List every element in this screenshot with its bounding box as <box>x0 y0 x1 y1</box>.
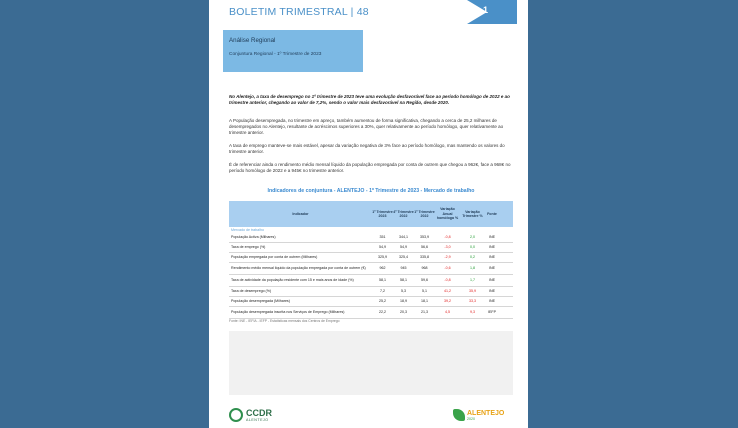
cell-b: 325,4 <box>399 255 408 260</box>
table-row <box>229 307 513 319</box>
indicators-table <box>229 201 513 319</box>
alentejo-leaf-icon <box>453 409 465 421</box>
cell-label: Rendimento médio mensal líquido da população empregada por conta de outrem (€) <box>231 266 366 271</box>
cell-d: -3,0 <box>444 245 451 250</box>
ccdr-logo-sub: ALENTEJO <box>246 417 269 422</box>
cell-label: População empregada por conta de outrem (Milhares) <box>231 255 318 260</box>
cell-b: 58,1 <box>400 278 407 283</box>
cell-label: População desempregada (Milhares) <box>231 299 290 304</box>
cell-b: 5,3 <box>401 289 406 294</box>
cell-b: 54,9 <box>400 245 407 250</box>
bulletin-title: BOLETIM TRIMESTRAL | 48 <box>229 6 369 18</box>
cell-b: 344,1 <box>399 235 408 240</box>
cell-c: 5,1 <box>422 289 427 294</box>
cell-label: Taxa de actividade da população residente com 15 e mais anos de idade (%) <box>231 278 354 283</box>
header-var-anual: Variação Anual homóloga % <box>436 207 459 221</box>
table-row <box>229 297 513 307</box>
cell-a: 58,1 <box>379 278 386 283</box>
cell-f: IEFP <box>488 310 496 315</box>
cell-a: 351 <box>379 235 386 240</box>
table-row <box>229 263 513 275</box>
cell-a: 962 <box>379 266 386 271</box>
ccdr-logo <box>229 408 272 422</box>
cell-a: 7,2 <box>380 289 385 294</box>
header-q4-2022: 4º Trimestre 2022 <box>393 209 414 218</box>
cell-d: -0,8 <box>444 235 451 240</box>
table-header <box>229 201 513 227</box>
cell-d: -0,8 <box>444 278 451 283</box>
cell-d: -2,9 <box>444 255 451 260</box>
cell-f: INE <box>489 299 495 304</box>
paragraph-2: A taxa de emprego manteve-se mais estável, apesar da variação negativa de 3% face ao período homólogo, mas mantendo os valores do trimestre anterior. <box>229 143 505 154</box>
cell-a: 25,2 <box>379 299 386 304</box>
table-row <box>229 233 513 243</box>
cell-b: 945 <box>400 266 407 271</box>
cell-c: 335,8 <box>420 255 429 260</box>
alentejo-logo <box>453 409 504 421</box>
cell-c: 968 <box>421 266 428 271</box>
document-page <box>209 0 528 428</box>
table-row <box>229 243 513 253</box>
header-q1-2023: 1º Trimestre 2023 <box>372 209 393 218</box>
cell-f: INE <box>489 266 495 271</box>
alentejo-logo-name: ALENTEJO <box>467 409 505 417</box>
blank-panel <box>229 331 513 395</box>
cell-e: 1,8 <box>470 266 475 271</box>
cell-e: 1,7 <box>470 278 475 283</box>
section-subtitle: Conjuntura Regional - 1º Trimestre de 2023 <box>229 52 322 57</box>
table-row <box>229 253 513 263</box>
cell-e: 9,3 <box>470 310 475 315</box>
cell-label: População Activa (Milhares) <box>231 235 276 240</box>
cell-c: 59,6 <box>421 278 428 283</box>
cell-d: 41,2 <box>444 289 451 294</box>
cell-c: 353,9 <box>420 235 429 240</box>
cell-e: 35,9 <box>469 289 476 294</box>
lead-paragraph: No Alentejo, a taxa de desemprego no 1º trimestre de 2023 teve uma evolução desfavorável face ao período homólogo de 2022 e ao trimestre anterior, chegando ao valor de 7,2%, sendo o valor mais desfavorável na Região, desde 2020. <box>229 94 510 106</box>
cell-c: 21,3 <box>421 310 428 315</box>
cell-f: INE <box>489 235 495 240</box>
cell-e: 2,0 <box>470 235 475 240</box>
table-source: Fonte: INE - IEFIA - IEFP - Estatísticas mensais dos Centros de Emprego <box>229 319 340 323</box>
cell-f: INE <box>489 278 495 283</box>
cell-label: Taxa de emprego (%) <box>231 245 266 250</box>
cell-e: 0,2 <box>470 255 475 260</box>
table-row <box>229 287 513 297</box>
table-body <box>229 233 513 319</box>
cell-a: 54,9 <box>379 245 386 250</box>
cell-c: 18,1 <box>421 299 428 304</box>
section-banner <box>223 30 363 72</box>
page-number-flag <box>467 0 517 24</box>
paragraph-1: A População desempregada, no trimestre em apreço, também aumentou de forma significativa, chegando a cerca de 25,2 milhares de desempregados no Alentejo, resultante de acréscimos superiores a 30%, quer relativamente ao período homólogo, quer relativamente ao trimestre anterior. <box>229 118 504 135</box>
cell-e: 33,3 <box>469 299 476 304</box>
cell-d: 39,2 <box>444 299 451 304</box>
header-fonte: Fonte <box>487 211 497 216</box>
cell-b: 20,3 <box>400 310 407 315</box>
cell-b: 18,9 <box>400 299 407 304</box>
page-number: 1 <box>483 5 489 15</box>
header-q1-2022: 1º Trimestre 2022 <box>414 209 435 218</box>
table-title: Indicadores de conjuntura - ALENTEJO - 1º Trimestre de 2023 - Mercado de trabalho <box>267 188 475 194</box>
table-group-label: Mercado de trabalho <box>231 228 264 232</box>
cell-f: INE <box>489 255 495 260</box>
cell-d: 4,5 <box>445 310 450 315</box>
ccdr-ring-icon <box>229 408 243 422</box>
paragraph-3: É de referenciar ainda o rendimento médio mensal líquido da população empregada por conta de outrem que chegou a 962€, face a 968€ no período homólogo de 2022 e a 945€ no trimestre anterior. <box>229 162 511 173</box>
header-var-trimestre: Variação Trimestre % <box>462 209 483 218</box>
header-indicador: Indicador <box>292 211 309 216</box>
cell-a: 22,2 <box>379 310 386 315</box>
alentejo-logo-sub: 2020 <box>467 416 475 421</box>
cell-label: População desempregada inscrita nos Serviços de Emprego (Milhares) <box>231 310 345 315</box>
cell-f: INE <box>489 289 495 294</box>
section-title: Análise Regional <box>229 37 276 44</box>
cell-c: 56,6 <box>421 245 428 250</box>
cell-a: 325,9 <box>378 255 387 260</box>
table-row <box>229 275 513 287</box>
cell-e: 0,0 <box>470 245 475 250</box>
cell-d: -0,6 <box>444 266 451 271</box>
ccdr-logo-name: CCDR <box>246 407 272 418</box>
cell-label: Taxa de desemprego (%) <box>231 289 272 294</box>
cell-f: INE <box>489 245 495 250</box>
